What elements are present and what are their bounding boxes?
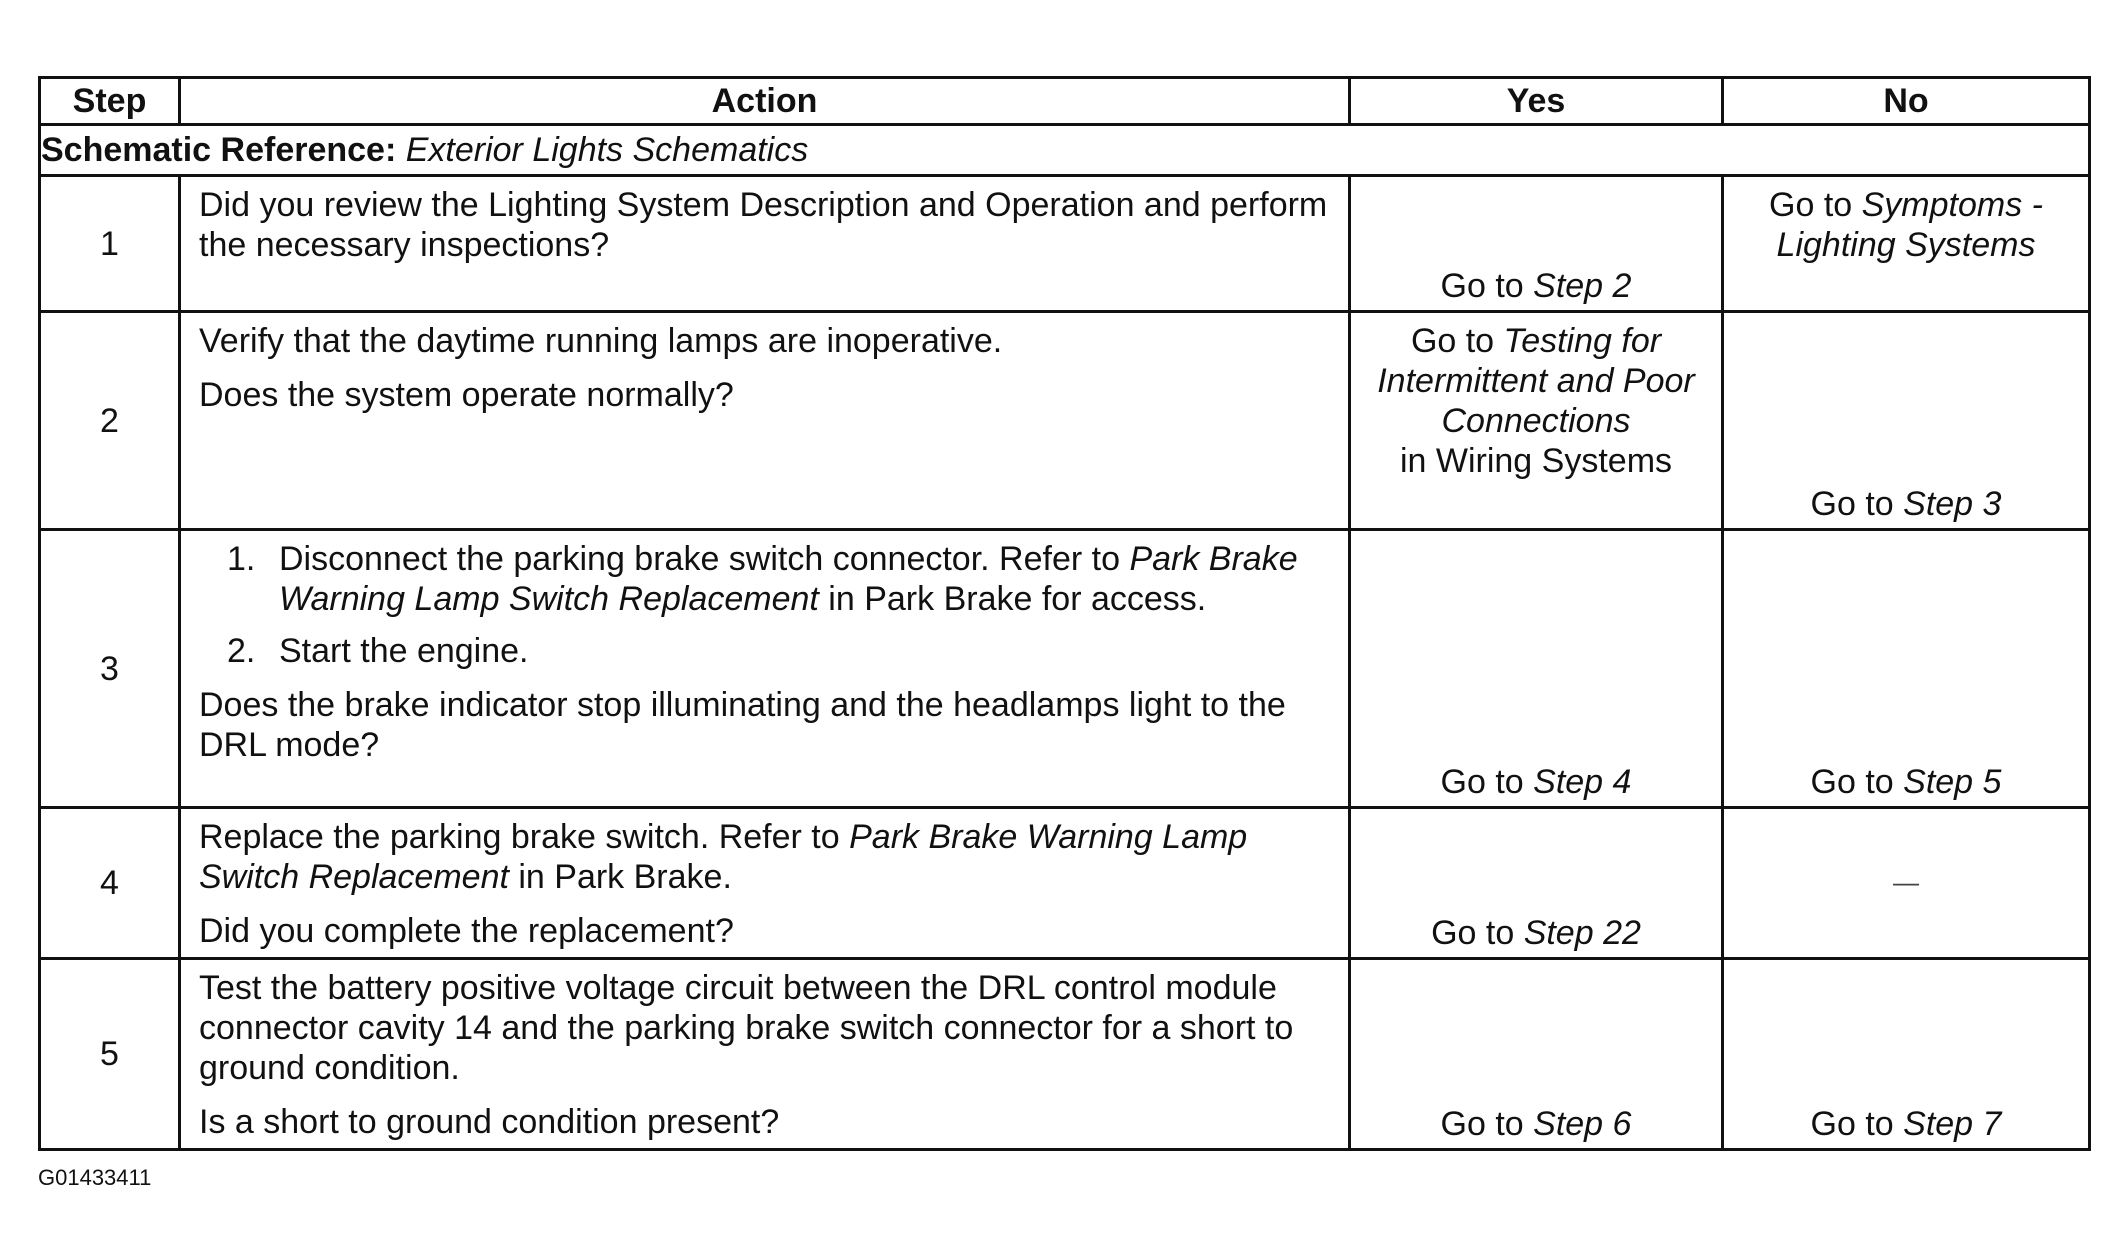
substep-number: 2.	[227, 632, 256, 670]
yes-suffix: in Wiring Systems	[1399, 442, 1673, 480]
table-row	[40, 959, 2090, 1150]
action-cell	[180, 959, 1350, 1150]
substep-number: 1.	[227, 540, 256, 578]
schematic-reference-link[interactable]: Exterior Lights Schematics	[405, 131, 809, 169]
no-cell	[1723, 959, 2090, 1150]
no-prefix: Go to	[1810, 1105, 1904, 1143]
yes-prefix: Go to	[1431, 914, 1524, 952]
yes-prefix: Go to	[1410, 322, 1504, 360]
substep-item	[227, 539, 1330, 619]
yes-link[interactable]: Step 2	[1533, 267, 1632, 305]
header-no: No	[1723, 78, 2090, 125]
yes-cell	[1350, 959, 1723, 1150]
step-number: 2	[40, 312, 180, 530]
no-prefix: Go to	[1769, 186, 1862, 224]
action-cell	[180, 312, 1350, 530]
action-cell	[180, 808, 1350, 959]
no-cell	[1723, 530, 2090, 808]
yes-cell	[1350, 312, 1723, 530]
yes-prefix: Go to	[1440, 1105, 1534, 1143]
step-number: 1	[40, 176, 180, 312]
action-question: Did you complete the replacement?	[199, 912, 734, 950]
table-row	[40, 176, 2090, 312]
substep-link[interactable]: Park Brake Warning Lamp Switch Replacement	[279, 540, 1298, 618]
action-text: Test the battery positive voltage circuit between the DRL control module connector cavity 14 and the parking brake switch connector for a short to ground condition.	[199, 969, 1294, 1087]
table-row	[40, 808, 2090, 959]
action-text-after: in Park Brake.	[508, 858, 732, 896]
step-number: 5	[40, 959, 180, 1150]
substep-text: Disconnect the parking brake switch connector. Refer to	[279, 540, 1130, 578]
no-prefix: Go to	[1810, 485, 1904, 523]
schematic-reference	[40, 125, 2090, 176]
step-number: 3	[40, 530, 180, 808]
yes-cell	[1350, 808, 1723, 959]
header-row	[40, 78, 2090, 125]
action-text	[199, 817, 1330, 897]
schematic-reference-label: Schematic Reference:	[41, 131, 397, 169]
action-cell	[180, 176, 1350, 312]
table-row	[40, 312, 2090, 530]
yes-link[interactable]: Step 6	[1533, 1105, 1632, 1143]
action-question: Is a short to ground condition present?	[199, 1103, 780, 1141]
yes-cell	[1350, 176, 1723, 312]
no-link[interactable]: Step 5	[1903, 763, 2002, 801]
figure-id: G01433411	[38, 1165, 152, 1190]
action-text-before: Replace the parking brake switch. Refer to	[199, 818, 850, 856]
no-link[interactable]: Symptoms - Lighting Systems	[1776, 186, 2043, 264]
substep-text: Start the engine.	[279, 632, 529, 670]
table-row	[40, 530, 2090, 808]
yes-link[interactable]: Step 4	[1533, 763, 1632, 801]
no-cell	[1723, 312, 2090, 530]
action-question: Does the system operate normally?	[199, 376, 734, 414]
no-link[interactable]: Step 3	[1903, 485, 2002, 523]
action-text: Verify that the daytime running lamps are inoperative.	[199, 322, 1003, 360]
yes-prefix: Go to	[1440, 267, 1534, 305]
no-prefix: Go to	[1810, 763, 1904, 801]
header-yes: Yes	[1350, 78, 1723, 125]
header-action: Action	[180, 78, 1350, 125]
no-link[interactable]: Step 7	[1903, 1105, 2002, 1143]
substep-item	[227, 631, 1330, 671]
yes-prefix: Go to	[1440, 763, 1534, 801]
substep-text-after: in Park Brake for access.	[818, 580, 1207, 618]
yes-link[interactable]: Testing for Intermittent and Poor Connections	[1377, 322, 1695, 440]
header-step: Step	[40, 78, 180, 125]
no-value: —	[1893, 867, 1919, 897]
yes-cell	[1350, 530, 1723, 808]
action-link[interactable]: Park Brake Warning Lamp Switch Replacement	[199, 818, 1248, 896]
action-question: Does the brake indicator stop illuminating and the headlamps light to the DRL mode?	[199, 686, 1286, 764]
action-cell	[180, 530, 1350, 808]
yes-link[interactable]: Step 22	[1523, 914, 1641, 952]
schematic-reference-row	[40, 125, 2090, 176]
no-cell	[1723, 808, 2090, 959]
diagnostic-table	[38, 76, 2091, 1151]
substep-list	[199, 539, 1330, 671]
action-text: Did you review the Lighting System Description and Operation and perform the necessary inspections?	[199, 186, 1328, 264]
step-number: 4	[40, 808, 180, 959]
no-cell	[1723, 176, 2090, 312]
